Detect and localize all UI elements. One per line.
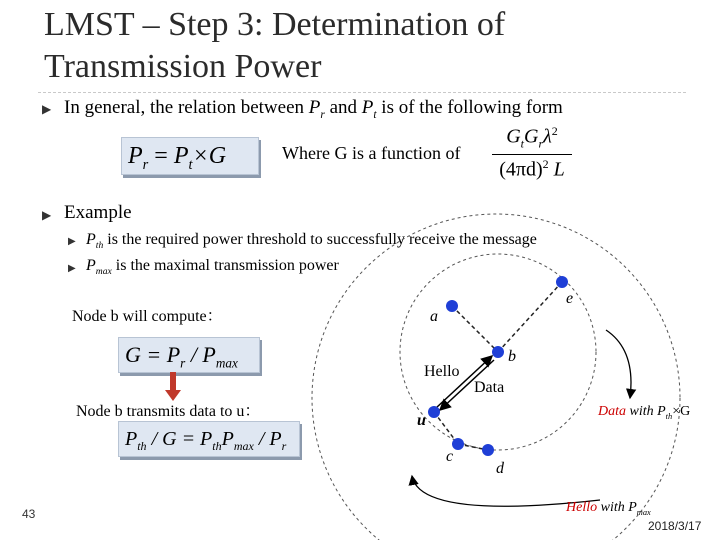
- sub-bullet-arrow-icon: ▶: [68, 236, 76, 247]
- annotation-data-pth: Data with $P_{th}\times G$: [598, 404, 691, 421]
- title-line-1: LMST – Step 3: Determination of: [44, 6, 506, 43]
- node-label-b: b: [508, 348, 516, 365]
- sub-bullet-2-text: $P_{max}$ is the maximal transmission power: [86, 257, 339, 278]
- fraction-denominator: $(4\pi d)^2$ L: [499, 156, 565, 181]
- node-a: [446, 300, 458, 312]
- node-label-e: e: [566, 290, 574, 307]
- bullet-arrow-icon: ▶: [42, 102, 52, 116]
- node-label-d: d: [496, 460, 504, 477]
- formula-g-box: $G = P_r / P_{max}$: [118, 337, 260, 373]
- node-b: [492, 346, 504, 358]
- node-d: [482, 444, 494, 456]
- title-line-2: Transmission Power: [44, 48, 322, 85]
- bullet-arrow-icon: ▶: [42, 208, 52, 222]
- data-label: Data: [474, 379, 505, 396]
- node-label-u: u: [417, 412, 426, 429]
- node-label-c: c: [446, 448, 454, 465]
- max-range-circle: [312, 214, 680, 540]
- fraction-numerator: $G_tG_r\lambda^2$: [492, 124, 572, 155]
- where-text: Where G is a function of: [282, 143, 461, 163]
- node-label-a: a: [430, 308, 438, 325]
- annotation-hello-pmax: Hello with $P_{max}$: [566, 500, 651, 517]
- data-callout-arrow: [606, 330, 631, 398]
- compute-text: Node b will compute：: [72, 308, 223, 325]
- slide-date: 2018/3/17: [648, 519, 702, 533]
- formula-pth-box: $P_{th} / G = P_{th}P_{max} / P_r$: [118, 421, 300, 457]
- edge-b-e: [498, 282, 562, 352]
- sub-bullet-arrow-icon: ▶: [68, 263, 76, 274]
- sub-bullet-1-text: $P_{th}$ is the required power threshold to successfully receive the message: [86, 231, 537, 252]
- page-number: 43: [22, 507, 36, 521]
- node-c: [452, 438, 464, 450]
- bullet-1-text: In general, the relation between $P_r$ and $P_t$ is of the following form: [64, 97, 563, 121]
- bullet-2-text: Example: [64, 202, 132, 223]
- node-u: [428, 406, 440, 418]
- transmit-text: Node b transmits data to u：: [76, 403, 261, 420]
- node-e: [556, 276, 568, 288]
- edge-a-b: [452, 306, 498, 352]
- hello-label: Hello: [424, 363, 460, 380]
- formula-pr-box: $P_r = P_t\times G$: [121, 137, 259, 175]
